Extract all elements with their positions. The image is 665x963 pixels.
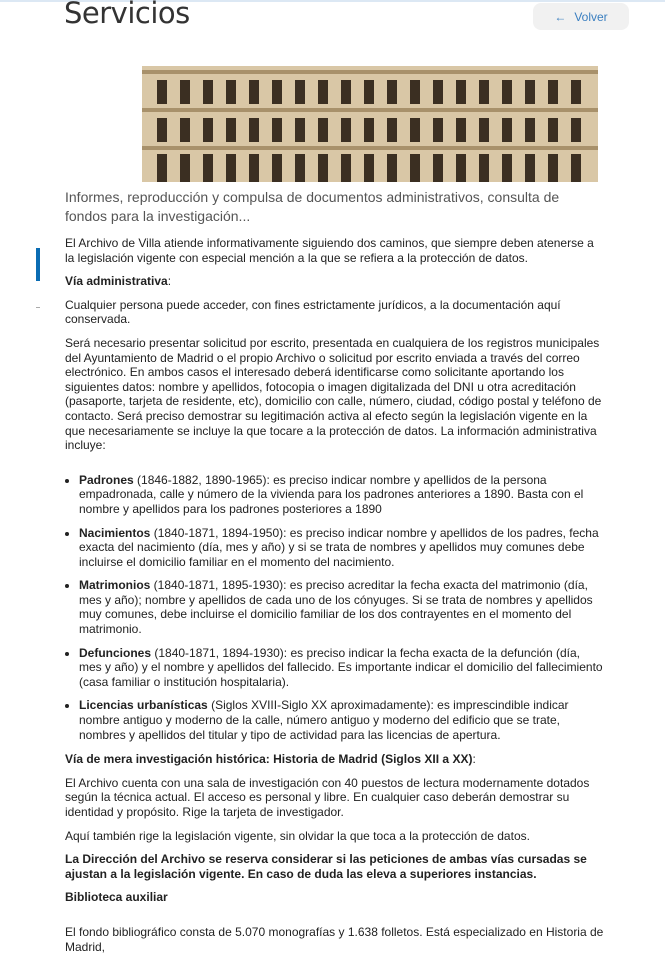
list-item: • Defunciones (1840-1871, 1894-1930): es preciso indicar la fecha exacta de la defunción (día, mes y año) y el nombre y apellidos del fallecido. Es importante indicar el domicilio del fallecimiento (casa familiar o institución hospitalaria). bbox=[79, 646, 605, 690]
main-content bbox=[65, 188, 605, 963]
via-hist-p1: El Archivo cuenta con una sala de investigación con 40 puestos de lectura modernamente dotados según la técnica actual. El acceso es personal y libre. En cualquier caso deberán demostrar su identidad y propósito. Rige la tarjeta de investigador. bbox=[65, 775, 590, 819]
list-item: • Padrones (1846-1882, 1890-1965): es preciso indicar nombre y apellidos de la persona empadronada, calle y número de la vivienda para los padrones anteriores a 1890. Basta con el nombre y apellidos para los padrones posteriores a 1890 bbox=[79, 473, 605, 517]
via-hist-p2: Aquí también rige la legislación vigente, sin olvidar la que toca a la protección de datos. bbox=[65, 828, 530, 843]
intro-text: El Archivo de Villa atiende informativamente siguiendo dos caminos, que siempre deben atenerse a la legislación vigente con especial mención a la que se refiera a la protección de datos. bbox=[65, 236, 594, 265]
arrow-left-icon: ← bbox=[554, 9, 567, 24]
via-admin-heading: Vía administrativa: bbox=[65, 274, 172, 289]
list-item: • Matrimonios (1840-1871, 1895-1930): es preciso acreditar la fecha exacta del matrimonio (día, mes y año); nombre y apellidos de cada uno de los cónyuges. Si se trata de nombres y apellidos muy comunes, debe incluirse el domicilio familiar de los dos contrayentes en el momento del matrimonio. bbox=[79, 578, 605, 636]
record-types-list bbox=[65, 473, 605, 743]
via-hist-heading: Vía de mera investigación histórica: Historia de Madrid (Siglos XII a XX): bbox=[65, 752, 476, 767]
back-button[interactable] bbox=[533, 3, 629, 30]
lead-text: Informes, reproducción y compulsa de documentos administrativos, consulta de fondos para la investigación... bbox=[65, 189, 560, 224]
via-admin-p2: Será necesario presentar solicitud por escrito, presentada en cualquiera de los registros municipales del Ayuntamiento de Madrid o el propio Archivo o solicitud por escrito enviada a través del correo electrónico. En ambos casos el interesado deberá identificarse como solicitante aportando los siguientes datos: nombre y apellidos, fotocopia o imagen digitalizada del DNI u otra acreditación (pasaporte, tarjeta de residente, etc), domicilio con calle, número, ciudad, código postal y teléfono de contacto. Será preciso demostrar su legitimación activa al efecto según la legislación vigente en la que necesariamente se incluye la que tocare a la protección de datos. La información administrativa incluye: bbox=[65, 335, 602, 453]
list-item: • Licencias urbanísticas (Siglos XVIII-Siglo XX aproximadamente): es imprescindible indicar nombre antiguo y moderno de la calle, número antiguo y moderno del edificio que se trate, nombres y apellidos del titular y tipo de actividad para las licencias de apertura. bbox=[79, 698, 605, 742]
list-item: • Nacimientos (1840-1871, 1894-1950): es preciso indicar nombre y apellidos de los padres, fecha exacta del nacimiento (día, mes y año) y si se trata de nombres y apellidos muy comunes debe incluirse el domicilio familiar en el momento del nacimiento. bbox=[79, 526, 605, 570]
side-divider bbox=[36, 307, 40, 308]
side-indicator bbox=[36, 248, 40, 281]
biblioteca-heading: Biblioteca auxiliar bbox=[65, 890, 168, 905]
back-label: Volver bbox=[574, 9, 608, 24]
building-facade-image bbox=[142, 66, 598, 182]
direccion-note: La Dirección del Archivo se reserva considerar si las peticiones de ambas vías cursadas se ajustan a la legislación vigente. En caso de duda las eleva a superiores instancias. bbox=[65, 852, 587, 881]
via-admin-p1: Cualquier persona puede acceder, con fines estrictamente jurídicos, a la documentación aquí conservada. bbox=[65, 297, 561, 327]
page-title: Servicios bbox=[64, 0, 190, 30]
biblioteca-text: El fondo bibliográfico consta de 5.070 monografías y 1.638 folletos. Está especializado en Historia de Madrid, bbox=[65, 924, 604, 954]
